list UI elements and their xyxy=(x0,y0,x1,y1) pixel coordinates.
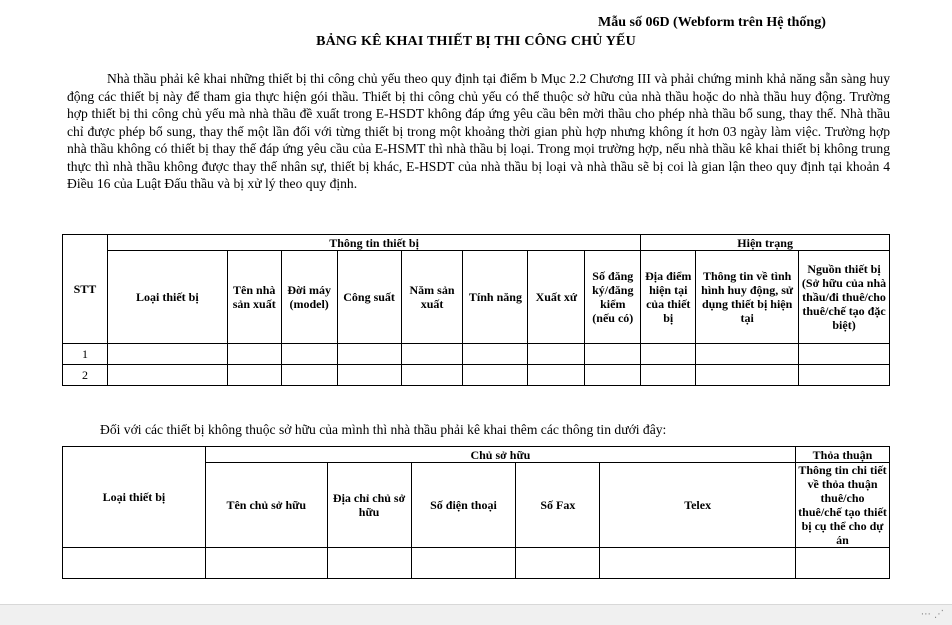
header-telex: Telex xyxy=(600,463,796,548)
cell-input[interactable] xyxy=(337,344,401,365)
header-registration: Số đăng ký/đăng kiểm (nếu có) xyxy=(585,251,641,344)
cell-input[interactable] xyxy=(528,365,585,386)
cell-input[interactable] xyxy=(227,365,281,386)
equipment-table xyxy=(62,234,890,386)
cell-input[interactable] xyxy=(463,344,528,365)
table-row xyxy=(63,548,890,579)
table-row xyxy=(63,344,890,365)
cell-input[interactable] xyxy=(63,548,206,579)
header-agreement: Thỏa thuận xyxy=(796,447,890,463)
note-text: Đối với các thiết bị không thuộc sở hữu của mình thì nhà thầu phải kê khai thêm các thông tin dưới đây: xyxy=(100,422,667,437)
header-equipment-info: Thông tin thiết bị xyxy=(107,235,640,251)
cell-input[interactable] xyxy=(799,365,890,386)
cell-input[interactable] xyxy=(107,365,227,386)
cell-input[interactable] xyxy=(641,365,696,386)
cell-input[interactable] xyxy=(327,548,411,579)
form-number: Mẫu số 06D (Webform trên Hệ thống) xyxy=(598,15,826,30)
cell-input[interactable] xyxy=(528,344,585,365)
cell-input[interactable] xyxy=(696,365,799,386)
header-origin: Xuất xứ xyxy=(528,251,585,344)
cell-input[interactable] xyxy=(411,548,516,579)
header-usage-info: Thông tin về tình hình huy động, sử dụng thiết bị hiện tại xyxy=(696,251,799,344)
cell-input[interactable] xyxy=(516,548,600,579)
cell-input[interactable] xyxy=(641,344,696,365)
header-agreement-details: Thông tin chi tiết về thỏa thuận thuê/cho thuê/chế tạo thiết bị cụ thể cho dự án xyxy=(796,463,890,548)
header-owner-address: Địa chỉ chủ sở hữu xyxy=(327,463,411,548)
cell-input[interactable] xyxy=(696,344,799,365)
document-title: BẢNG KÊ KHAI THIẾT BỊ THI CÔNG CHỦ YẾU xyxy=(316,34,636,49)
header-source: Nguồn thiết bị (Sở hữu của nhà thầu/đi thuê/cho thuê/chế tạo đặc biệt) xyxy=(799,251,890,344)
cell-input[interactable] xyxy=(463,365,528,386)
header-owner-name: Tên chủ sở hữu xyxy=(205,463,327,548)
header-stt: STT xyxy=(63,235,108,344)
cell-input[interactable] xyxy=(107,344,227,365)
cell-input[interactable] xyxy=(337,365,401,386)
header-equipment-type: Loại thiết bị xyxy=(107,251,227,344)
header-phone: Số điện thoại xyxy=(411,463,516,548)
table-row xyxy=(63,365,890,386)
cell-input[interactable] xyxy=(281,344,337,365)
status-bar xyxy=(0,604,952,625)
cell-input[interactable] xyxy=(401,344,463,365)
cell-input[interactable] xyxy=(585,344,641,365)
cell-input[interactable] xyxy=(227,344,281,365)
header-fax: Số Fax xyxy=(516,463,600,548)
header-status: Hiện trạng xyxy=(641,235,890,251)
cell-input[interactable] xyxy=(796,548,890,579)
row-number: 1 xyxy=(63,344,108,365)
header-equipment-type: Loại thiết bị xyxy=(63,447,206,548)
resize-grip-icon[interactable]: ⋯ ⋰ xyxy=(920,609,944,620)
header-manufacturer: Tên nhà sản xuất xyxy=(227,251,281,344)
header-model: Đời máy (model) xyxy=(281,251,337,344)
cell-input[interactable] xyxy=(799,344,890,365)
header-year: Năm sản xuất xyxy=(401,251,463,344)
header-location: Địa điểm hiện tại của thiết bị xyxy=(641,251,696,344)
cell-input[interactable] xyxy=(401,365,463,386)
header-features: Tính năng xyxy=(463,251,528,344)
cell-input[interactable] xyxy=(205,548,327,579)
cell-input[interactable] xyxy=(585,365,641,386)
cell-input[interactable] xyxy=(281,365,337,386)
ownership-table xyxy=(62,446,890,579)
header-capacity: Công suất xyxy=(337,251,401,344)
row-number: 2 xyxy=(63,365,108,386)
intro-paragraph: Nhà thầu phải kê khai những thiết bị thi công chủ yếu theo quy định tại điểm b Mục 2.2 Chương III và phải chứng minh khả năng sẵn sàng huy động các thiết bị này để tham gia thực hiện gói thầu. Thiết bị thi công chủ yếu có thể thuộc sở hữu của nhà thầu hoặc do nhà thầu huy động. Trường hợp thiết bị thi công chủ yếu mà nhà thầu đề xuất trong E-HSDT không đáp ứng yêu cầu bên mời thầu cho phép nhà thầu bổ sung, thay thế. Nhà thầu chỉ được phép bổ sung, thay thế một lần đối với từng thiết bị trong một khoảng thời gian phù hợp nhưng không ít hơn 03 ngày làm việc. Trường hợp nhà thầu không có thiết bị thay thế đáp ứng yêu cầu của E-HSMT thì nhà thầu bị loại. Trong mọi trường hợp, nếu nhà thầu kê khai thiết bị không trung thực thì nhà thầu không được thay thế nhân sự, thiết bị khác, E-HSDT của nhà thầu bị loại và nhà thầu sẽ bị coi là gian lận theo quy định tại khoản 4 Điều 16 của Luật Đấu thầu và bị xử lý theo quy định. xyxy=(67,71,890,191)
header-owner: Chủ sở hữu xyxy=(205,447,795,463)
cell-input[interactable] xyxy=(600,548,796,579)
